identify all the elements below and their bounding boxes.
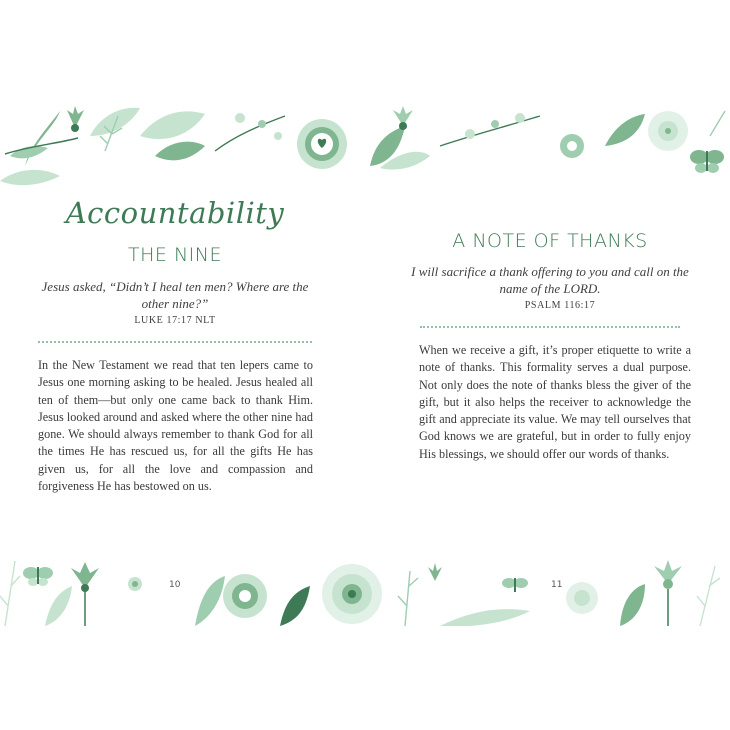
scripture-verse: Jesus asked, “Didn’t I heal ten men? Where are the other nine?” <box>41 279 309 311</box>
dotted-divider <box>38 341 312 343</box>
book-spread <box>0 106 730 626</box>
devotion-title: THE NINE <box>128 244 222 266</box>
page-heading: Accountability <box>65 196 285 230</box>
scripture-verse: I will sacrifice a thank offering to you and call on the name of the LORD. <box>411 264 689 296</box>
right-page <box>365 106 730 626</box>
page-number: 10 <box>169 580 181 590</box>
devotion-body: In the New Testament we read that ten lepers came to Jesus one morning asking to be healed. Jesus healed all ten of them—but only one came back to thank Him. Jesus looked around and asked where the other nine had gone. We should always remember to thank God for all the times He has rescued us, for all the gifts He has given us, for all the love and compassion and forgiveness He has bestowed on us. <box>38 358 313 494</box>
page-number: 11 <box>551 580 563 590</box>
devotion-title: A NOTE OF THANKS <box>452 230 648 252</box>
scripture-reference: LUKE 17:17 NLT <box>134 315 216 326</box>
dotted-divider <box>420 326 680 328</box>
left-page <box>0 106 365 626</box>
devotion-body: When we receive a gift, it’s proper etiquette to write a note of thanks. This formality serves a dual purpose. Not only does the note of thanks bless the giver of the gift, but it also helps the receiver to acknowledge the gift and appreciate its value. We may tell ourselves that God knows we are grateful, but in order to fully enjoy His blessings, we should offer our words of thanks. <box>419 343 691 461</box>
scripture-reference: PSALM 116:17 <box>524 300 596 311</box>
